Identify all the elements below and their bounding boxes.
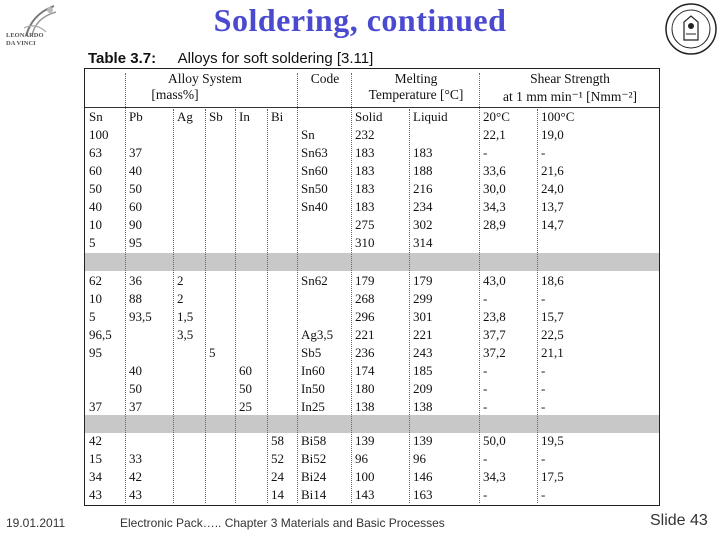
- subheader-bi: Bi: [271, 109, 284, 124]
- header-code: Code: [310, 71, 340, 86]
- cell-shear-100c: 19,0: [541, 127, 564, 142]
- cell-code: Sn: [301, 127, 315, 142]
- cell-liquid: 314: [413, 235, 433, 250]
- cell-sn: 5: [89, 235, 96, 250]
- subheader-shear-20c: 20°C: [483, 109, 510, 124]
- cell-ag: 3,5: [177, 327, 194, 342]
- cell-code: Sn40: [301, 199, 328, 214]
- cell-liquid: 301: [413, 309, 433, 324]
- cell-shear-20c: -: [483, 145, 488, 160]
- cell-liquid: 179: [413, 273, 433, 288]
- cell-shear-100c: 19,5: [541, 433, 564, 448]
- cell-code: Sn62: [301, 273, 328, 288]
- cell-liquid: 185: [413, 363, 433, 378]
- cell-sn: 60: [89, 163, 102, 178]
- cell-solid: 275: [355, 217, 375, 232]
- cell-sn: 15: [89, 451, 102, 466]
- cell-code: Bi24: [301, 469, 327, 484]
- cell-solid: 138: [355, 399, 375, 414]
- column-divider: [267, 109, 268, 503]
- cell-liquid: 188: [413, 163, 433, 178]
- column-divider: [173, 109, 174, 503]
- cell-code: Bi52: [301, 451, 327, 466]
- cell-shear-100c: -: [541, 487, 546, 502]
- cell-liquid: 302: [413, 217, 433, 232]
- cell-shear-20c: -: [483, 487, 488, 502]
- cell-shear-100c: -: [541, 381, 546, 396]
- cell-pb: 60: [129, 199, 142, 214]
- group-separator-1: [85, 253, 659, 271]
- cell-shear-100c: 17,5: [541, 469, 564, 484]
- cell-code: Ag3,5: [301, 327, 334, 342]
- cell-shear-100c: 24,0: [541, 181, 564, 196]
- header-rule: [85, 107, 659, 108]
- cell-liquid: 243: [413, 345, 433, 360]
- cell-pb: 88: [129, 291, 142, 306]
- cell-solid: 179: [355, 273, 375, 288]
- cell-shear-20c: 37,7: [483, 327, 506, 342]
- alloy-table: [84, 68, 660, 506]
- header-shear-units: at 1 mm min⁻¹ [Nmm⁻²]: [502, 89, 638, 104]
- cell-sn: 34: [89, 469, 102, 484]
- cell-sn: 5: [89, 309, 96, 324]
- header-melting-units: Temperature [°C]: [368, 87, 464, 102]
- cell-liquid: 138: [413, 399, 433, 414]
- cell-in: 25: [239, 399, 252, 414]
- cell-sn: 42: [89, 433, 102, 448]
- cell-code: Bi58: [301, 433, 327, 448]
- cell-liquid: 234: [413, 199, 433, 214]
- cell-pb: 90: [129, 217, 142, 232]
- cell-shear-100c: -: [541, 363, 546, 378]
- cell-code: In25: [301, 399, 325, 414]
- cell-in: 50: [239, 381, 252, 396]
- column-divider: [205, 109, 206, 503]
- cell-solid: 143: [355, 487, 375, 502]
- cell-shear-20c: 23,8: [483, 309, 506, 324]
- cell-shear-100c: 21,1: [541, 345, 564, 360]
- cell-shear-20c: 34,3: [483, 199, 506, 214]
- cell-liquid: 139: [413, 433, 433, 448]
- cell-ag: 1,5: [177, 309, 194, 324]
- cell-pb: 37: [129, 399, 142, 414]
- header-alloy-system-units: [mass%]: [151, 87, 199, 102]
- cell-pb: 43: [129, 487, 142, 502]
- cell-sn: 96,5: [89, 327, 112, 342]
- cell-sb: 5: [209, 345, 216, 360]
- cell-ag: 2: [177, 273, 184, 288]
- cell-pb: 37: [129, 145, 142, 160]
- cell-solid: 236: [355, 345, 375, 360]
- cell-in: 60: [239, 363, 252, 378]
- cell-pb: 33: [129, 451, 142, 466]
- table-caption-text: Alloys for soft soldering [3.11]: [177, 50, 374, 67]
- subheader-in: In: [239, 109, 250, 124]
- cell-sn: 100: [89, 127, 109, 142]
- cell-solid: 100: [355, 469, 375, 484]
- cell-pb: 50: [129, 381, 142, 396]
- cell-shear-20c: -: [483, 451, 488, 466]
- cell-solid: 221: [355, 327, 375, 342]
- cell-shear-20c: 50,0: [483, 433, 506, 448]
- slide-title: Soldering, continued: [213, 2, 507, 38]
- cell-code: In50: [301, 381, 325, 396]
- subheader-sb: Sb: [209, 109, 223, 124]
- cell-liquid: 183: [413, 145, 433, 160]
- subheader-liquid: Liquid: [413, 109, 448, 124]
- cell-shear-100c: 22,5: [541, 327, 564, 342]
- column-divider: [297, 73, 298, 503]
- subheader-ag: Ag: [177, 109, 193, 124]
- cell-liquid: 216: [413, 181, 433, 196]
- cell-bi: 52: [271, 451, 284, 466]
- cell-sn: 10: [89, 291, 102, 306]
- cell-sn: 43: [89, 487, 102, 502]
- cell-shear-20c: 37,2: [483, 345, 506, 360]
- cell-shear-100c: -: [541, 145, 546, 160]
- header-shear: Shear Strength: [530, 71, 610, 86]
- cell-shear-100c: -: [541, 291, 546, 306]
- cell-liquid: 96: [413, 451, 426, 466]
- cell-solid: 183: [355, 181, 375, 196]
- cell-code: Sb5: [301, 345, 322, 360]
- cell-solid: 139: [355, 433, 375, 448]
- cell-shear-20c: 30,0: [483, 181, 506, 196]
- cell-shear-100c: -: [541, 399, 546, 414]
- group-separator-2: [85, 415, 659, 433]
- cell-pb: 36: [129, 273, 142, 288]
- cell-liquid: 163: [413, 487, 433, 502]
- column-divider: [351, 73, 352, 503]
- slide-number: Slide 43: [650, 512, 708, 529]
- cell-solid: 174: [355, 363, 375, 378]
- cell-shear-100c: 13,7: [541, 199, 564, 214]
- cell-sn: 37: [89, 399, 102, 414]
- column-divider: [409, 109, 410, 503]
- cell-shear-100c: 21,6: [541, 163, 564, 178]
- cell-code: Sn50: [301, 181, 328, 196]
- cell-shear-20c: -: [483, 399, 488, 414]
- cell-sn: 40: [89, 199, 102, 214]
- cell-sn: 95: [89, 345, 102, 360]
- cell-sn: 63: [89, 145, 102, 160]
- cell-solid: 310: [355, 235, 375, 250]
- cell-pb: 40: [129, 163, 142, 178]
- subheader-solid: Solid: [355, 109, 383, 124]
- cell-bi: 24: [271, 469, 284, 484]
- table-caption-label: Table 3.7:: [88, 50, 157, 67]
- cell-pb: 50: [129, 181, 142, 196]
- cell-code: Bi14: [301, 487, 327, 502]
- cell-shear-20c: -: [483, 291, 488, 306]
- cell-solid: 232: [355, 127, 375, 142]
- column-divider: [125, 73, 126, 503]
- cell-shear-20c: 22,1: [483, 127, 506, 142]
- cell-sn: 50: [89, 181, 102, 196]
- cell-solid: 296: [355, 309, 375, 324]
- cell-code: Sn63: [301, 145, 328, 160]
- cell-shear-20c: 34,3: [483, 469, 506, 484]
- cell-shear-100c: 18,6: [541, 273, 564, 288]
- cell-liquid: 209: [413, 381, 433, 396]
- header-melting: Melting: [394, 71, 438, 86]
- cell-bi: 14: [271, 487, 284, 502]
- cell-code: Sn60: [301, 163, 328, 178]
- column-divider: [537, 109, 538, 503]
- cell-shear-100c: 14,7: [541, 217, 564, 232]
- cell-shear-20c: 28,9: [483, 217, 506, 232]
- cell-liquid: 299: [413, 291, 433, 306]
- cell-solid: 183: [355, 199, 375, 214]
- subheader-sn: Sn: [89, 109, 103, 124]
- footer-date: 19.01.2011: [6, 516, 66, 530]
- cell-sn: 62: [89, 273, 102, 288]
- cell-pb: 93,5: [129, 309, 152, 324]
- cell-liquid: 221: [413, 327, 433, 342]
- column-divider: [479, 73, 480, 503]
- column-divider: [235, 109, 236, 503]
- cell-shear-20c: -: [483, 381, 488, 396]
- cell-solid: 183: [355, 163, 375, 178]
- cell-shear-100c: 15,7: [541, 309, 564, 324]
- cell-solid: 268: [355, 291, 375, 306]
- subheader-pb: Pb: [129, 109, 143, 124]
- cell-pb: 95: [129, 235, 142, 250]
- cell-shear-100c: -: [541, 451, 546, 466]
- cell-solid: 96: [355, 451, 368, 466]
- leonardo-logo-text: LEONARDO DA VINCI: [6, 32, 44, 47]
- footer-course: Electronic Pack….. Chapter 3 Materials and Basic Processes: [120, 516, 445, 530]
- cell-shear-20c: 43,0: [483, 273, 506, 288]
- table-caption: [88, 50, 373, 67]
- cell-solid: 180: [355, 381, 375, 396]
- cell-pb: 42: [129, 469, 142, 484]
- cell-solid: 183: [355, 145, 375, 160]
- cell-ag: 2: [177, 291, 184, 306]
- cell-shear-20c: -: [483, 363, 488, 378]
- cell-pb: 40: [129, 363, 142, 378]
- cell-bi: 58: [271, 433, 284, 448]
- cell-sn: 10: [89, 217, 102, 232]
- header-alloy-system: Alloy System: [168, 71, 242, 86]
- cell-shear-20c: 33,6: [483, 163, 506, 178]
- cell-code: In60: [301, 363, 325, 378]
- cell-liquid: 146: [413, 469, 433, 484]
- subheader-shear-100c: 100°C: [541, 109, 575, 124]
